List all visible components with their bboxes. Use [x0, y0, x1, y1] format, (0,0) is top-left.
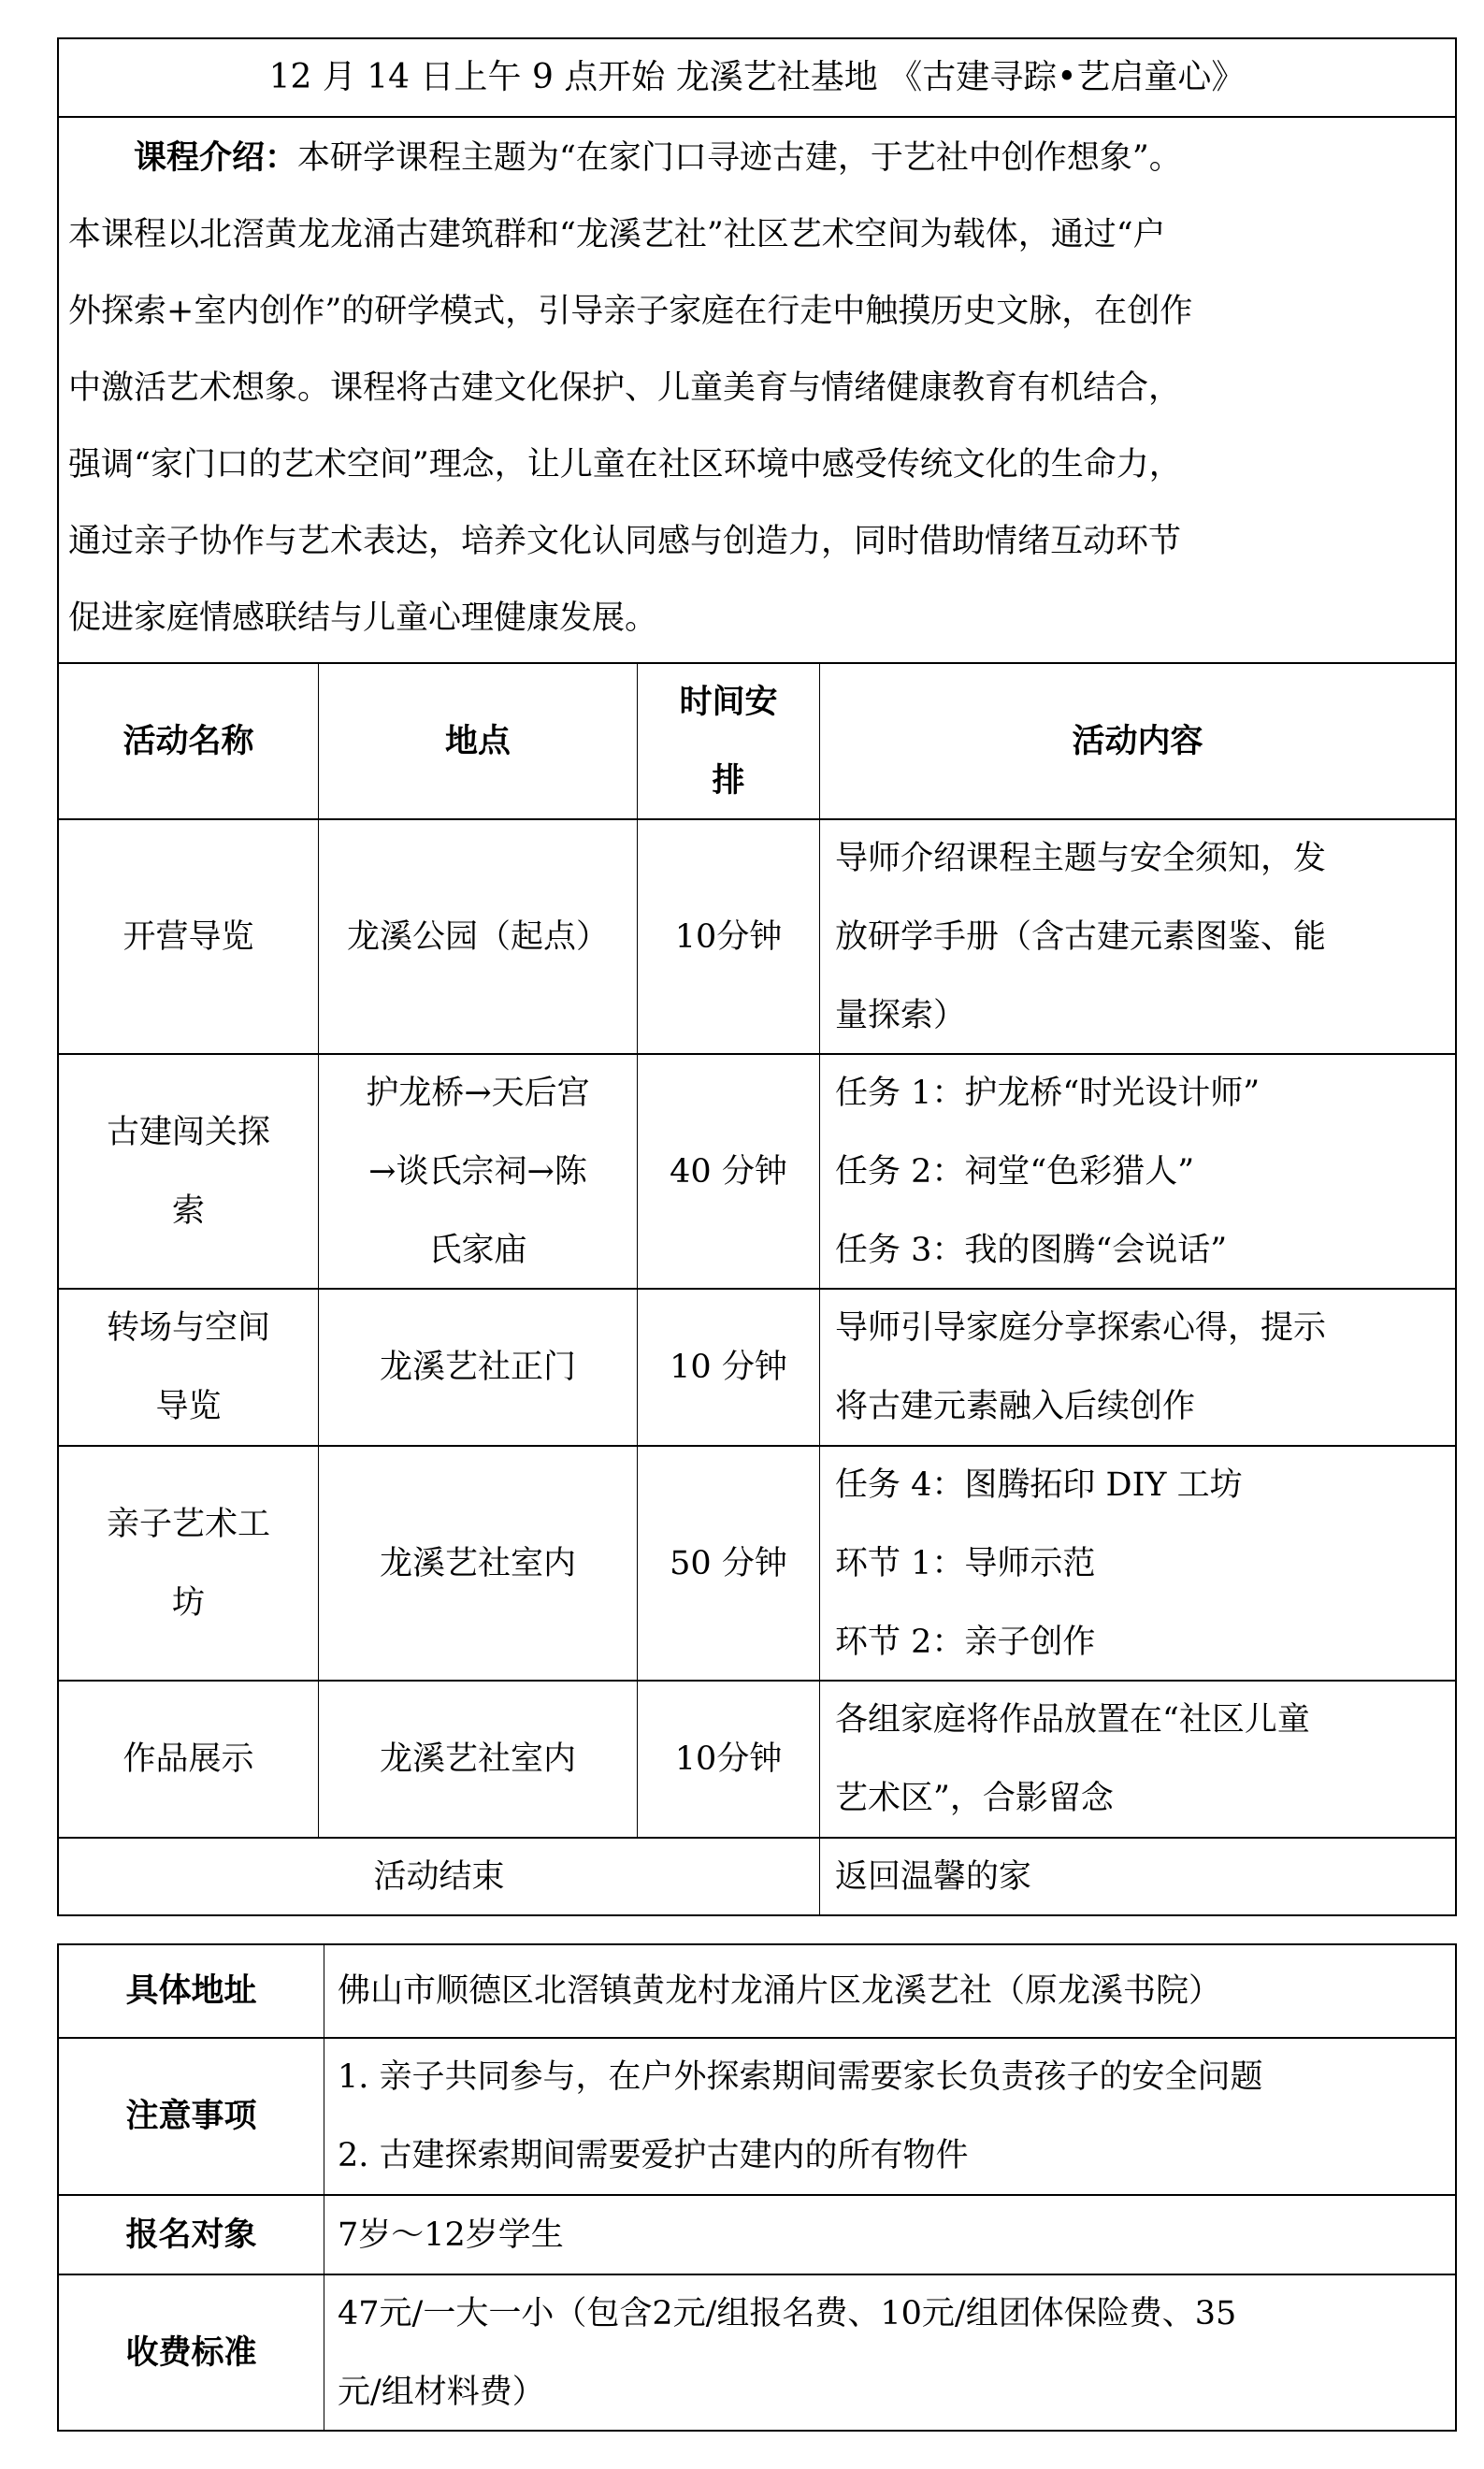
intro-line: 强调“家门口的艺术空间”理念，让儿童在社区环境中感受传统文化的生命力，	[68, 446, 1182, 484]
time-text: 10分钟	[674, 917, 783, 956]
time-text: 10分钟	[674, 1740, 783, 1778]
header-time	[638, 664, 819, 818]
task-item: 任务 4：图腾拓印 DIY 工坊	[835, 1466, 1243, 1504]
content-line: 艺术区”，合影留念	[835, 1780, 1114, 1817]
content-cell	[820, 1447, 1455, 1680]
activity-end-content-cell	[820, 1839, 1455, 1914]
time-text: 50 分钟	[670, 1544, 787, 1582]
location-cell	[319, 820, 637, 1053]
fee-line: 47元/一大一小（包含2元/组报名费、10元/组团体保险费、35	[338, 2294, 1237, 2332]
task-item: 任务 2：祠堂“色彩猎人”	[835, 1152, 1195, 1191]
notes-value-cell	[324, 2039, 1455, 2194]
location-cell	[319, 1055, 637, 1288]
content-line: 量探索）	[835, 996, 967, 1034]
activity-name-cell	[59, 1290, 318, 1445]
content-cell	[820, 1290, 1455, 1445]
fee-label-cell	[59, 2275, 324, 2430]
location-text: →谈氏宗祠→陈	[368, 1152, 587, 1191]
header-content	[820, 664, 1455, 818]
content-cell	[820, 820, 1455, 1053]
activity-name: 作品展示	[122, 1740, 254, 1778]
content-line: 将古建元素融入后续创作	[835, 1388, 1196, 1425]
content-line: 各组家庭将作品放置在“社区儿童	[835, 1701, 1310, 1739]
intro-text: 本研学课程主题为“在家门口寻迹古建，于艺社中创作想象”。	[297, 139, 1182, 177]
location-text: 龙溪艺社室内	[379, 1740, 576, 1778]
location-text: 护龙桥→天后宫	[366, 1074, 590, 1112]
activity-end-content: 返回温馨的家	[835, 1857, 1032, 1896]
table-border-right	[1455, 37, 1457, 1916]
note-item: 2. 古建探索期间需要爱护古建内的所有物件	[338, 2137, 969, 2174]
step-item: 环节 2：亲子创作	[835, 1623, 1096, 1661]
time-cell	[638, 1682, 819, 1837]
location-cell	[319, 1682, 637, 1837]
intro-label: 课程介绍：	[134, 138, 298, 177]
note-item: 1. 亲子共同参与，在户外探索期间需要家长负责孩子的安全问题	[338, 2058, 1263, 2096]
time-cell	[638, 820, 819, 1053]
address-label-cell	[59, 1945, 324, 2037]
task-item: 任务 3：我的图腾“会说话”	[835, 1231, 1228, 1269]
activity-name: 转场与空间	[106, 1309, 270, 1347]
time-cell	[638, 1055, 819, 1288]
location-text: 龙溪艺社室内	[379, 1544, 576, 1582]
content-line: 导师介绍课程主题与安全须知，发	[835, 839, 1327, 877]
activity-name: 亲子艺术工	[106, 1505, 270, 1543]
notes-label-cell	[59, 2039, 324, 2194]
activity-name: 古建闯关探	[106, 1113, 270, 1151]
activity-name-cell	[59, 1447, 318, 1680]
audience-label-cell	[59, 2196, 324, 2274]
content-line: 放研学手册（含古建元素图鉴、能	[835, 917, 1327, 956]
address-value: 佛山市顺德区北滘镇黄龙村龙涌片区龙溪艺社（原龙溪书院）	[338, 1972, 1222, 2010]
intro-line: 本课程以北滘黄龙龙涌古建筑群和“龙溪艺社”社区艺术空间为载体，通过“户	[68, 216, 1166, 253]
fee-line: 元/组材料费）	[338, 2373, 545, 2411]
activity-end-label: 活动结束	[373, 1857, 505, 1896]
location-text: 龙溪艺社正门	[379, 1349, 576, 1386]
header-text: 活动名称	[122, 721, 254, 760]
activity-name-cell	[59, 1682, 318, 1837]
intro-line: 促进家庭情感联结与儿童心理健康发展。	[68, 599, 658, 637]
address-label: 具体地址	[125, 1971, 257, 2010]
activity-name-cell	[59, 820, 318, 1053]
course-intro	[59, 120, 1454, 657]
header-text: 地点	[444, 721, 511, 760]
row-divider	[57, 2430, 1457, 2432]
intro-line: 外探索+室内创作”的研学模式，引导亲子家庭在行走中触摸历史文脉，在创作	[68, 293, 1193, 330]
audience-value-cell	[324, 2196, 1455, 2274]
activity-end-cell	[59, 1839, 819, 1914]
activity-name: 索	[171, 1191, 205, 1230]
row-divider	[57, 1914, 1457, 1916]
audience-label: 报名对象	[125, 2215, 257, 2254]
table-border-right	[1455, 1943, 1457, 2432]
activity-name: 开营导览	[122, 917, 254, 956]
time-cell	[638, 1290, 819, 1445]
time-text: 40 分钟	[670, 1152, 787, 1191]
audience-value: 7岁～12岁学生	[338, 2216, 564, 2254]
location-cell	[319, 1290, 637, 1445]
intro-line	[68, 120, 1445, 196]
notes-label: 注意事项	[125, 2097, 257, 2135]
activity-name: 导览	[155, 1388, 222, 1425]
activity-name-cell	[59, 1055, 318, 1288]
location-text: 氏家庙	[428, 1231, 527, 1269]
step-item: 环节 1：导师示范	[835, 1544, 1096, 1582]
header-location	[319, 664, 637, 818]
time-text: 10 分钟	[670, 1349, 787, 1386]
header-activity-name	[59, 664, 318, 818]
header-text: 活动内容	[1072, 721, 1203, 760]
intro-line: 中激活艺术想象。课程将古建文化保护、儿童美育与情绪健康教育有机结合，	[68, 369, 1182, 407]
location-cell	[319, 1447, 637, 1680]
address-value-cell	[324, 1945, 1455, 2037]
content-cell	[820, 1055, 1455, 1288]
location-text: 龙溪公园（起点）	[346, 917, 609, 956]
header-text: 时间安	[679, 682, 778, 721]
content-line: 导师引导家庭分享探索心得，提示	[835, 1309, 1327, 1347]
time-cell	[638, 1447, 819, 1680]
task-item: 任务 1：护龙桥“时光设计师”	[835, 1074, 1261, 1112]
header-text: 排	[712, 760, 745, 800]
activity-name: 坊	[171, 1583, 205, 1622]
page-title-text: 12 月 14 日上午 9 点开始 龙溪艺社基地 《古建寻踪•艺启童心》	[268, 58, 1246, 96]
content-cell	[820, 1682, 1455, 1837]
fee-label: 收费标准	[125, 2332, 257, 2372]
page-title	[59, 39, 1455, 116]
intro-line: 通过亲子协作与艺术表达，培养文化认同感与创造力，同时借助情绪互动环节	[68, 523, 1182, 560]
fee-value-cell	[324, 2275, 1455, 2430]
